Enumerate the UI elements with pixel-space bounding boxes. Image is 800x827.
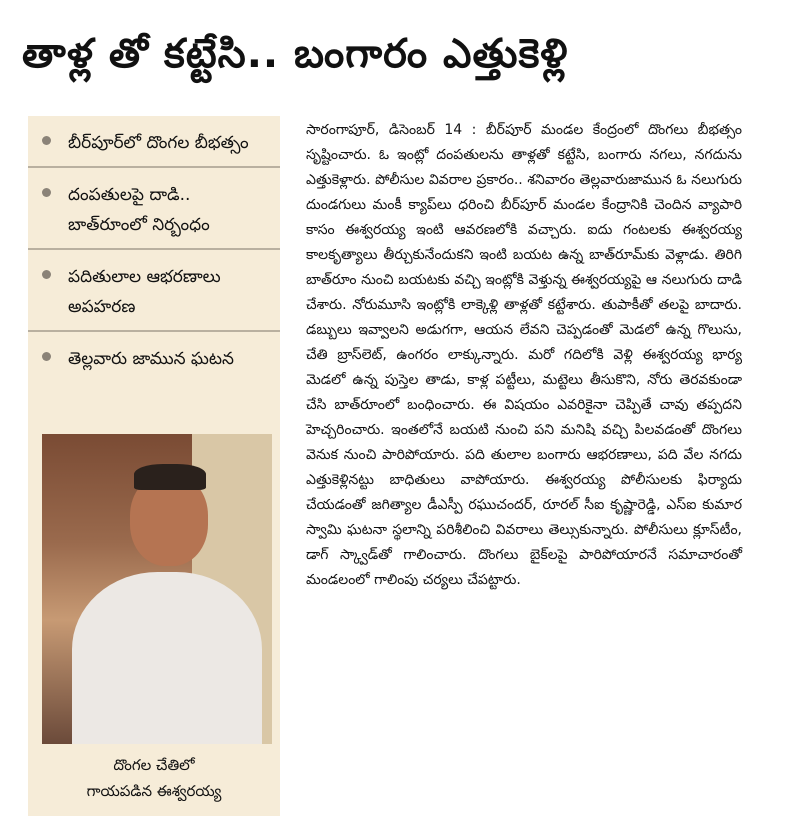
highlights-sidebar xyxy=(28,116,280,816)
photo-caption xyxy=(28,752,280,804)
highlight-item xyxy=(28,174,280,250)
highlight-item xyxy=(28,338,280,382)
caption-line-1: దొంగల చేతిలో xyxy=(113,756,195,774)
highlight-item xyxy=(28,256,280,332)
victim-photo xyxy=(42,434,272,744)
photo-shirt xyxy=(72,572,262,744)
highlight-text: బీర్‌పూర్‌లో దొంగల బీభత్సం xyxy=(68,133,249,153)
photo-hair xyxy=(134,464,206,490)
bullet-icon xyxy=(42,270,51,279)
headline: తాళ్ల తో కట్టేసి.. బంగారం ఎత్తుకెళ్లి xyxy=(22,31,569,77)
highlight-text: తెల్లవారు జామున ఘటన xyxy=(68,349,234,369)
caption-line-2: గాయపడిన ఈశ్వరయ్య xyxy=(86,782,222,800)
highlight-item xyxy=(28,122,280,168)
bullet-icon xyxy=(42,188,51,197)
highlight-text: దంపతులపై దాడి.. బాత్‌రూంలో నిర్బంధం xyxy=(68,185,210,235)
bullet-icon xyxy=(42,352,51,361)
article-body: సారంగాపూర్, డిసెంబర్ 14 : బీర్‌పూర్ మండల కేంద్రంలో దొంగలు బీభత్సం సృష్టించారు. ఓ ఇంట్లో దంపతులను తాళ్లతో కట్టేసి, బంగారు నగలు, నగదును ఎత్తుకెళ్లారు. పోలీసుల వివరాల ప్రకారం.. శనివారం తెల్లవారుజామున ఓ నలుగురు దుండగులు మంకీ క్యాప్‌లు ధరించి బీర్‌పూర్ మండల కేంద్రానికి చెందిన వ్యాపారి కాసం ఈశ్వరయ్య ఇంటి ఆవరణలోకి వచ్చారు. ఐదు గంటలకు ఈశ్వరయ్య కాలకృత్యాలు తీర్చుకునేందుకని ఇంటి బయట ఉన్న బాత్‌రూమ్‌కు వెళ్లాడు. తిరిగి బాత్‌రూం నుంచి బయటకు వచ్చి ఇంట్లోకి వెళ్తున్న ఈశ్వరయ్యపై ఆ నలుగురు దాడి చేశారు. నోరుమూసి ఇంట్లోకి లాక్కెళ్లి తాళ్లతో కట్టేశారు. తుపాకీతో తలపై బాదారు. డబ్బులు ఇవ్వాలని అడుగగా, ఆయన లేవని చెప్పడంతో మెడలో ఉన్న గొలుసు, చేతి బ్రాస్‌లెట్, ఉంగరం లాక్కున్నారు. మరో గదిలోకి వెళ్లి ఈశ్వరయ్య భార్య మెడలో ఉన్న పుస్తెల తాడు, కాళ్ల పట్టీలు, మట్టెలు తీసుకొని, నోరు తెరవకుండా చేసి బాత్‌రూంలో బంధించారు. ఈ విషయం ఎవరికైనా చెప్పితే చావు తప్పదని హెచ్చరించారు. ఇంతలోనే బయటి నుంచి పని మనిషి వచ్చి పిలవడంతో దొంగలు వెనుక నుంచి పారిపోయారు. పది తులాల బంగారు ఆభరణాలు, పది వేల నగదు ఎత్తుకెళ్లినట్టు బాధితులు వాపోయారు. ఈశ్వరయ్య పోలీసులకు ఫిర్యాదు చేయడంతో జగిత్యాల డీఎస్పీ రఘుచందర్, రూరల్ సీఐ కృష్ణారెడ్డి, ఎస్ఐ కుమార స్వామి ఘటనా స్థలాన్ని పరిశీలించి వివరాలు తెల్సుకున్నారు. పోలీసులు క్లూస్‌టీం, డాగ్ స్క్వాడ్‌తో గాలించారు. దొంగలు బైక్‌లపై పారిపోయారనే సమాచారంతో మండలంలో గాలింపు చర్యలు చేపట్టారు. xyxy=(306,122,742,588)
highlight-text: పదితులాల ఆభరణాలు అపహరణ xyxy=(68,267,221,317)
highlights-list xyxy=(28,122,280,388)
bullet-icon xyxy=(42,136,51,145)
